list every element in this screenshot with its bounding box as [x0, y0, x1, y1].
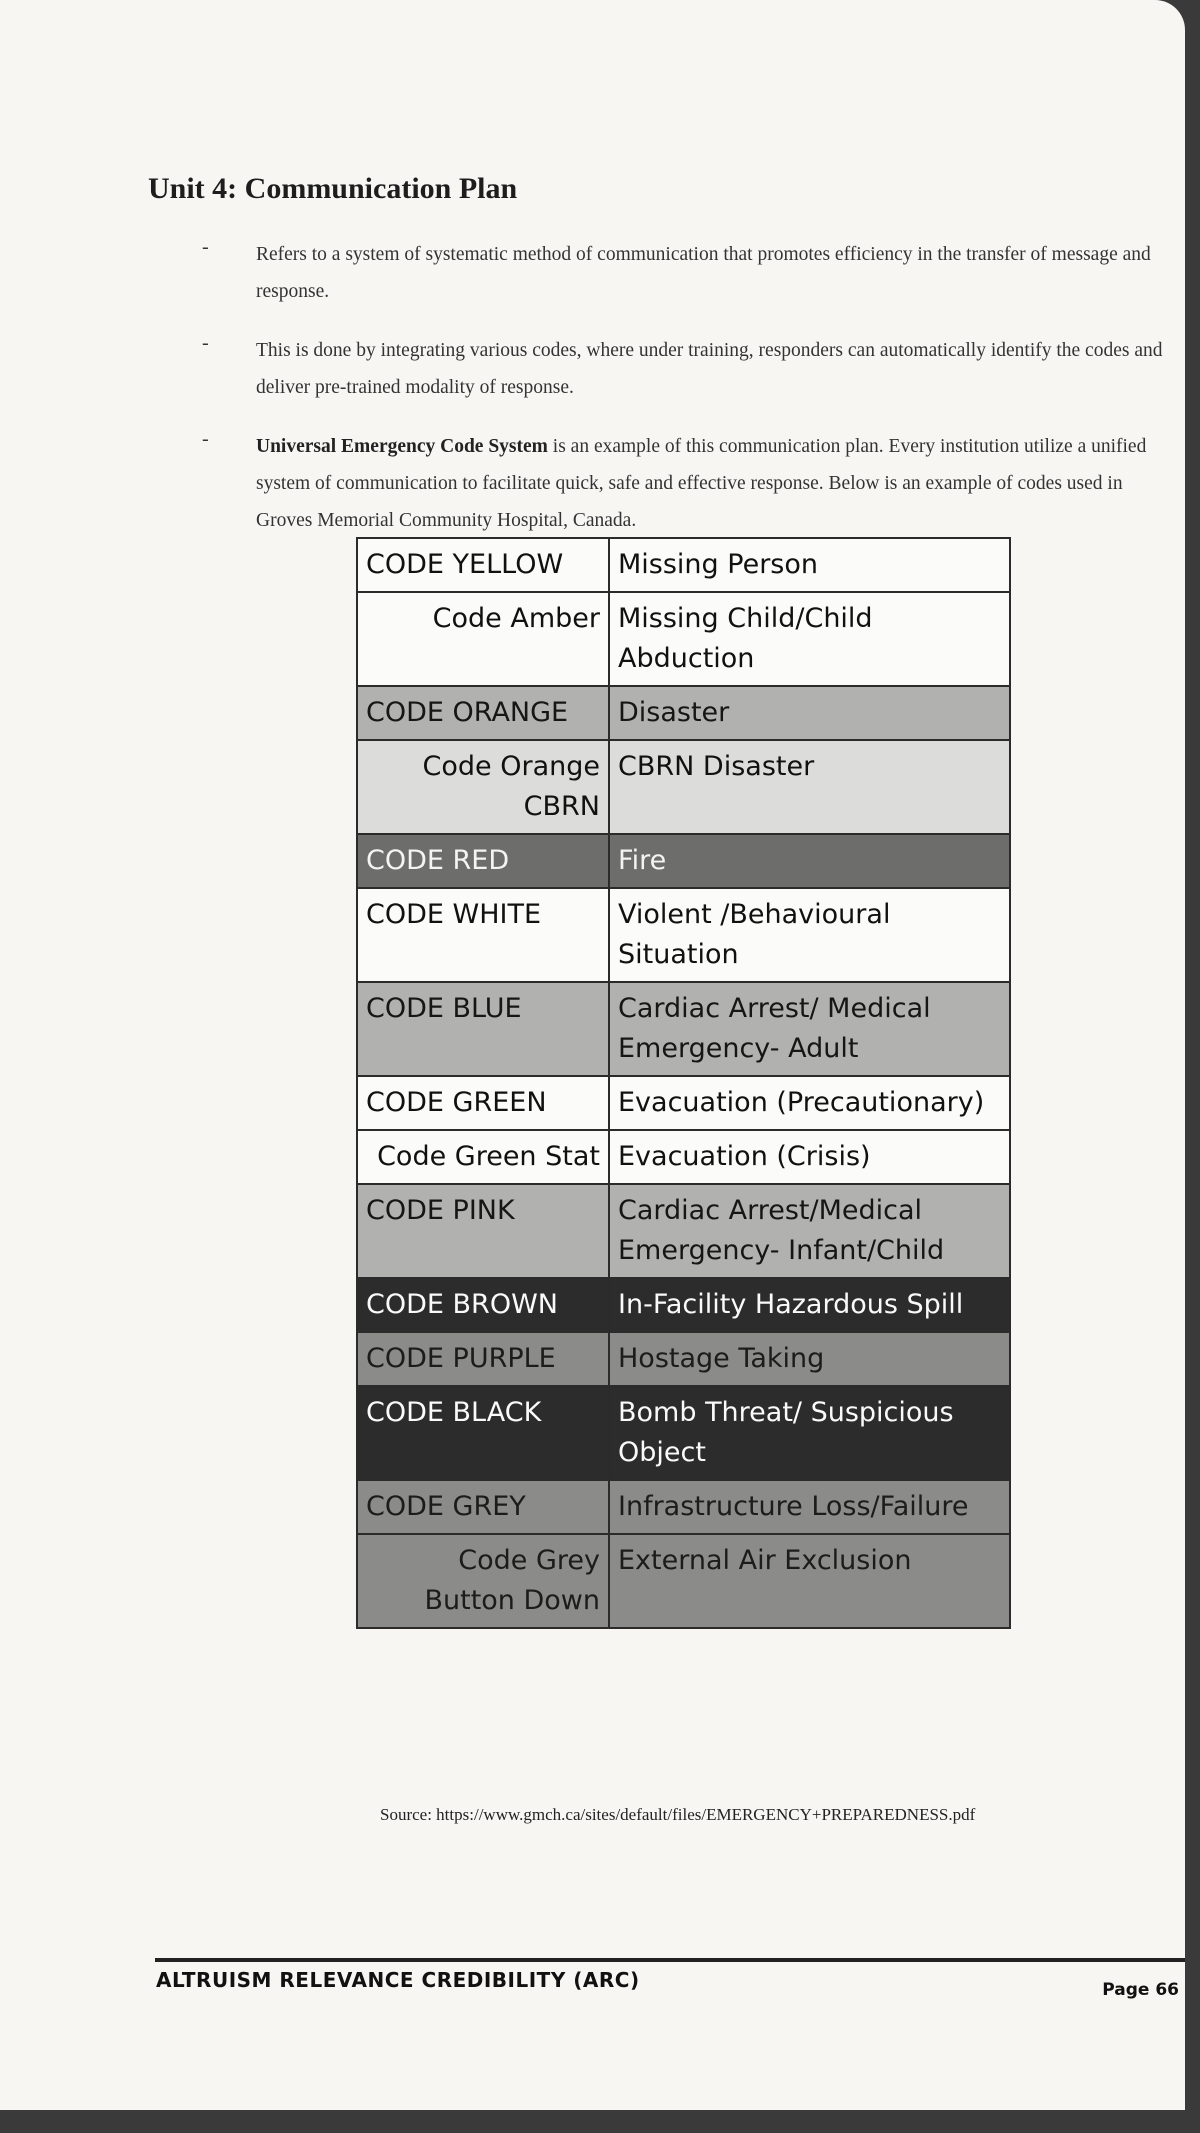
code-name: CODE YELLOW — [357, 538, 609, 592]
unit-heading: Unit 4: Communication Plan — [148, 172, 518, 205]
code-meaning: Disaster — [609, 686, 1010, 740]
page-number: Page 66 — [1102, 1980, 1179, 2000]
code-name: CODE GREY — [357, 1480, 609, 1534]
code-row — [357, 888, 1010, 982]
code-row — [357, 1386, 1010, 1480]
code-meaning: Infrastructure Loss/Failure — [609, 1480, 1010, 1534]
code-name: CODE BROWN — [357, 1278, 609, 1332]
code-row — [357, 1332, 1010, 1386]
code-row — [357, 1534, 1010, 1628]
code-name: CODE WHITE — [357, 888, 609, 982]
bullet-body: Refers to a system of systematic method of communication that promotes efficiency in the transfer of message and response. — [256, 244, 1151, 302]
bullet-dash: - — [202, 236, 209, 258]
code-name: Code Amber — [357, 592, 609, 686]
footer-divider — [155, 1958, 1185, 1962]
code-name: CODE BLACK — [357, 1386, 609, 1480]
emergency-code-table — [356, 537, 1011, 1629]
code-name: Code Green Stat — [357, 1130, 609, 1184]
bullet-item — [202, 236, 1170, 310]
code-row — [357, 1130, 1010, 1184]
bullet-bold-term: Universal Emergency Code System — [256, 436, 548, 457]
bullet-text — [256, 428, 1170, 539]
bullet-item — [202, 428, 1170, 539]
code-meaning: Hostage Taking — [609, 1332, 1010, 1386]
code-row — [357, 982, 1010, 1076]
code-meaning: Violent /Behavioural Situation — [609, 888, 1010, 982]
code-meaning: Missing Child/Child Abduction — [609, 592, 1010, 686]
code-meaning: Bomb Threat/ Suspicious Object — [609, 1386, 1010, 1480]
bullet-text — [256, 332, 1170, 406]
code-name: CODE PINK — [357, 1184, 609, 1278]
code-name: CODE PURPLE — [357, 1332, 609, 1386]
bullet-item — [202, 332, 1170, 406]
code-meaning: In-Facility Hazardous Spill — [609, 1278, 1010, 1332]
code-meaning: Fire — [609, 834, 1010, 888]
code-name: Code Grey Button Down — [357, 1534, 609, 1628]
code-row — [357, 1076, 1010, 1130]
code-name: CODE RED — [357, 834, 609, 888]
code-row — [357, 538, 1010, 592]
bullet-list — [202, 236, 1170, 561]
code-row — [357, 1480, 1010, 1534]
code-meaning: Evacuation (Crisis) — [609, 1130, 1010, 1184]
code-row — [357, 592, 1010, 686]
code-meaning: Missing Person — [609, 538, 1010, 592]
code-row — [357, 834, 1010, 888]
bullet-dash: - — [202, 332, 209, 354]
source-citation: Source: https://www.gmch.ca/sites/default/files/EMERGENCY+PREPAREDNESS.pdf — [380, 1805, 976, 1824]
code-meaning: External Air Exclusion — [609, 1534, 1010, 1628]
emergency-code-table-body — [357, 538, 1010, 1628]
code-name: CODE GREEN — [357, 1076, 609, 1130]
code-meaning: Cardiac Arrest/ Medical Emergency- Adult — [609, 982, 1010, 1076]
code-row — [357, 740, 1010, 834]
bullet-text — [256, 236, 1170, 310]
bullet-body: This is done by integrating various codes, where under training, responders can automatically identify the codes and deliver pre-trained modality of response. — [256, 340, 1163, 398]
code-meaning: Cardiac Arrest/Medical Emergency- Infant/Child — [609, 1184, 1010, 1278]
code-meaning: CBRN Disaster — [609, 740, 1010, 834]
code-meaning: Evacuation (Precautionary) — [609, 1076, 1010, 1130]
code-name: CODE ORANGE — [357, 686, 609, 740]
code-row — [357, 686, 1010, 740]
code-name: Code Orange CBRN — [357, 740, 609, 834]
footer-title: ALTRUISM RELEVANCE CREDIBILITY (ARC) — [156, 1968, 640, 1992]
code-row — [357, 1278, 1010, 1332]
bullet-dash: - — [202, 428, 209, 450]
bullet-body: is an example of this communication plan. Every institution utilize a unified system of communication to facilitate quick, safe and effective response. Below is an example of codes used in Groves Memorial Community Hospital, Canada. — [256, 436, 1147, 531]
code-row — [357, 1184, 1010, 1278]
code-name: CODE BLUE — [357, 982, 609, 1076]
